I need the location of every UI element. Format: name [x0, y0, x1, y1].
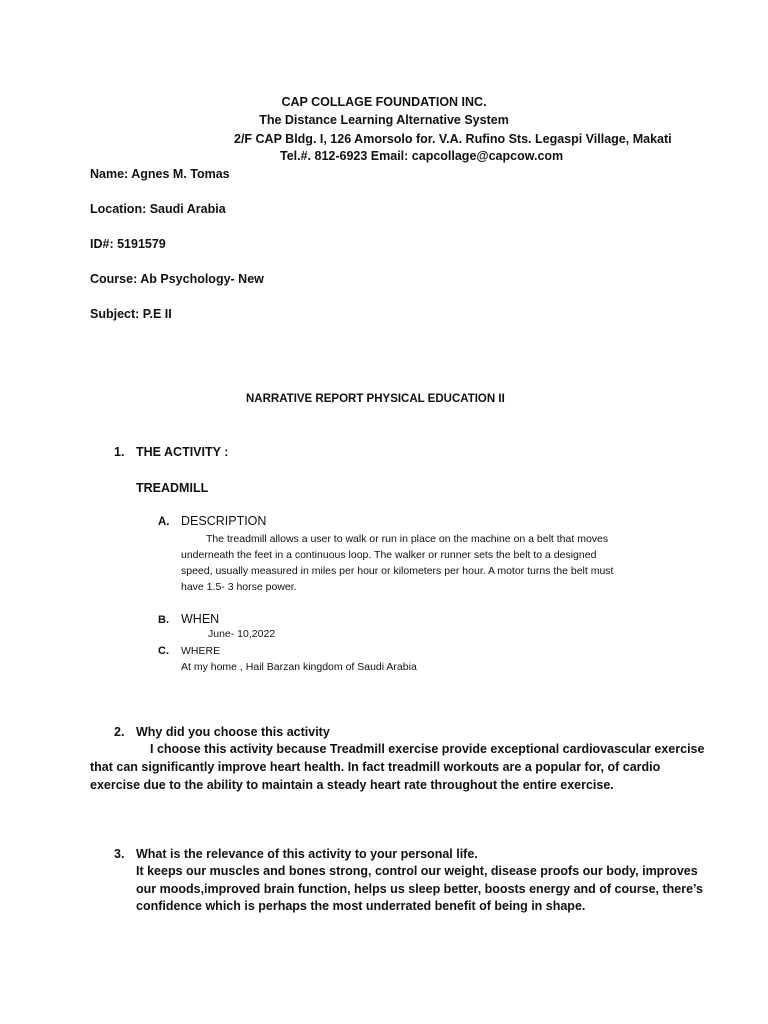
section1-number: 1. [114, 445, 125, 459]
section2-title: Why did you choose this activity [136, 725, 330, 739]
report-title: NARRATIVE REPORT PHYSICAL EDUCATION II [246, 393, 505, 405]
section3-number: 3. [114, 847, 125, 861]
section2-line-1: I choose this activity because Treadmill exercise provide exceptional cardiovascular exercise [150, 742, 705, 756]
section3-line-3: confidence which is perhaps the most underrated benefit of being in shape. [136, 899, 586, 913]
section3-line-1: It keeps our muscles and bones strong, control our weight, disease proofs our body, improves [136, 864, 698, 878]
activity-name: TREADMILL [136, 481, 209, 495]
system-name: The Distance Learning Alternative System [259, 113, 509, 127]
section2-number: 2. [114, 725, 125, 739]
student-subject: Subject: P.E II [90, 307, 172, 321]
description-letter: A. [158, 516, 170, 528]
contact-line: Tel.#. 812-6923 Email: capcollage@capcow.com [280, 149, 564, 163]
description-label: DESCRIPTION [181, 514, 267, 528]
address-line: 2/F CAP Bldg. I, 126 Amorsolo for. V.A. Rufino Sts. Legaspi Village, Makati [234, 132, 672, 146]
description-line-3: speed, usually measured in miles per hour or kilometers per hour. A motor turns the belt must [181, 565, 614, 577]
when-letter: B. [158, 614, 169, 626]
student-id: ID#: 5191579 [90, 237, 166, 251]
where-value: At my home , Hail Barzan kingdom of Saudi Arabia [181, 661, 417, 673]
description-line-1: The treadmill allows a user to walk or run in place on the machine on a belt that moves [206, 533, 609, 545]
student-location: Location: Saudi Arabia [90, 202, 226, 216]
section1-title: THE ACTIVITY : [136, 445, 229, 459]
section2-line-2: that can significantly improve heart health. In fact treadmill workouts are a popular for, of cardio [90, 760, 661, 774]
description-line-4: have 1.5- 3 horse power. [181, 581, 297, 593]
where-label: WHERE [181, 645, 221, 657]
when-value: June- 10,2022 [208, 628, 276, 640]
section3-line-2: our moods,improved brain function, helps us sleep better, boosts energy and of course, there’s [136, 882, 704, 896]
section2-line-3: exercise due to the ability to maintain a steady heart rate throughout the entire exercise. [90, 778, 614, 792]
student-name: Name: Agnes M. Tomas [90, 167, 230, 181]
org-name: CAP COLLAGE FOUNDATION INC. [281, 95, 487, 109]
where-letter: C. [158, 645, 169, 657]
section3-title: What is the relevance of this activity to your personal life. [136, 847, 478, 861]
description-line-2: underneath the feet in a continuous loop. The walker or runner sets the belt to a designed [181, 549, 597, 561]
student-course: Course: Ab Psychology- New [90, 272, 264, 286]
when-label: WHEN [181, 612, 220, 626]
